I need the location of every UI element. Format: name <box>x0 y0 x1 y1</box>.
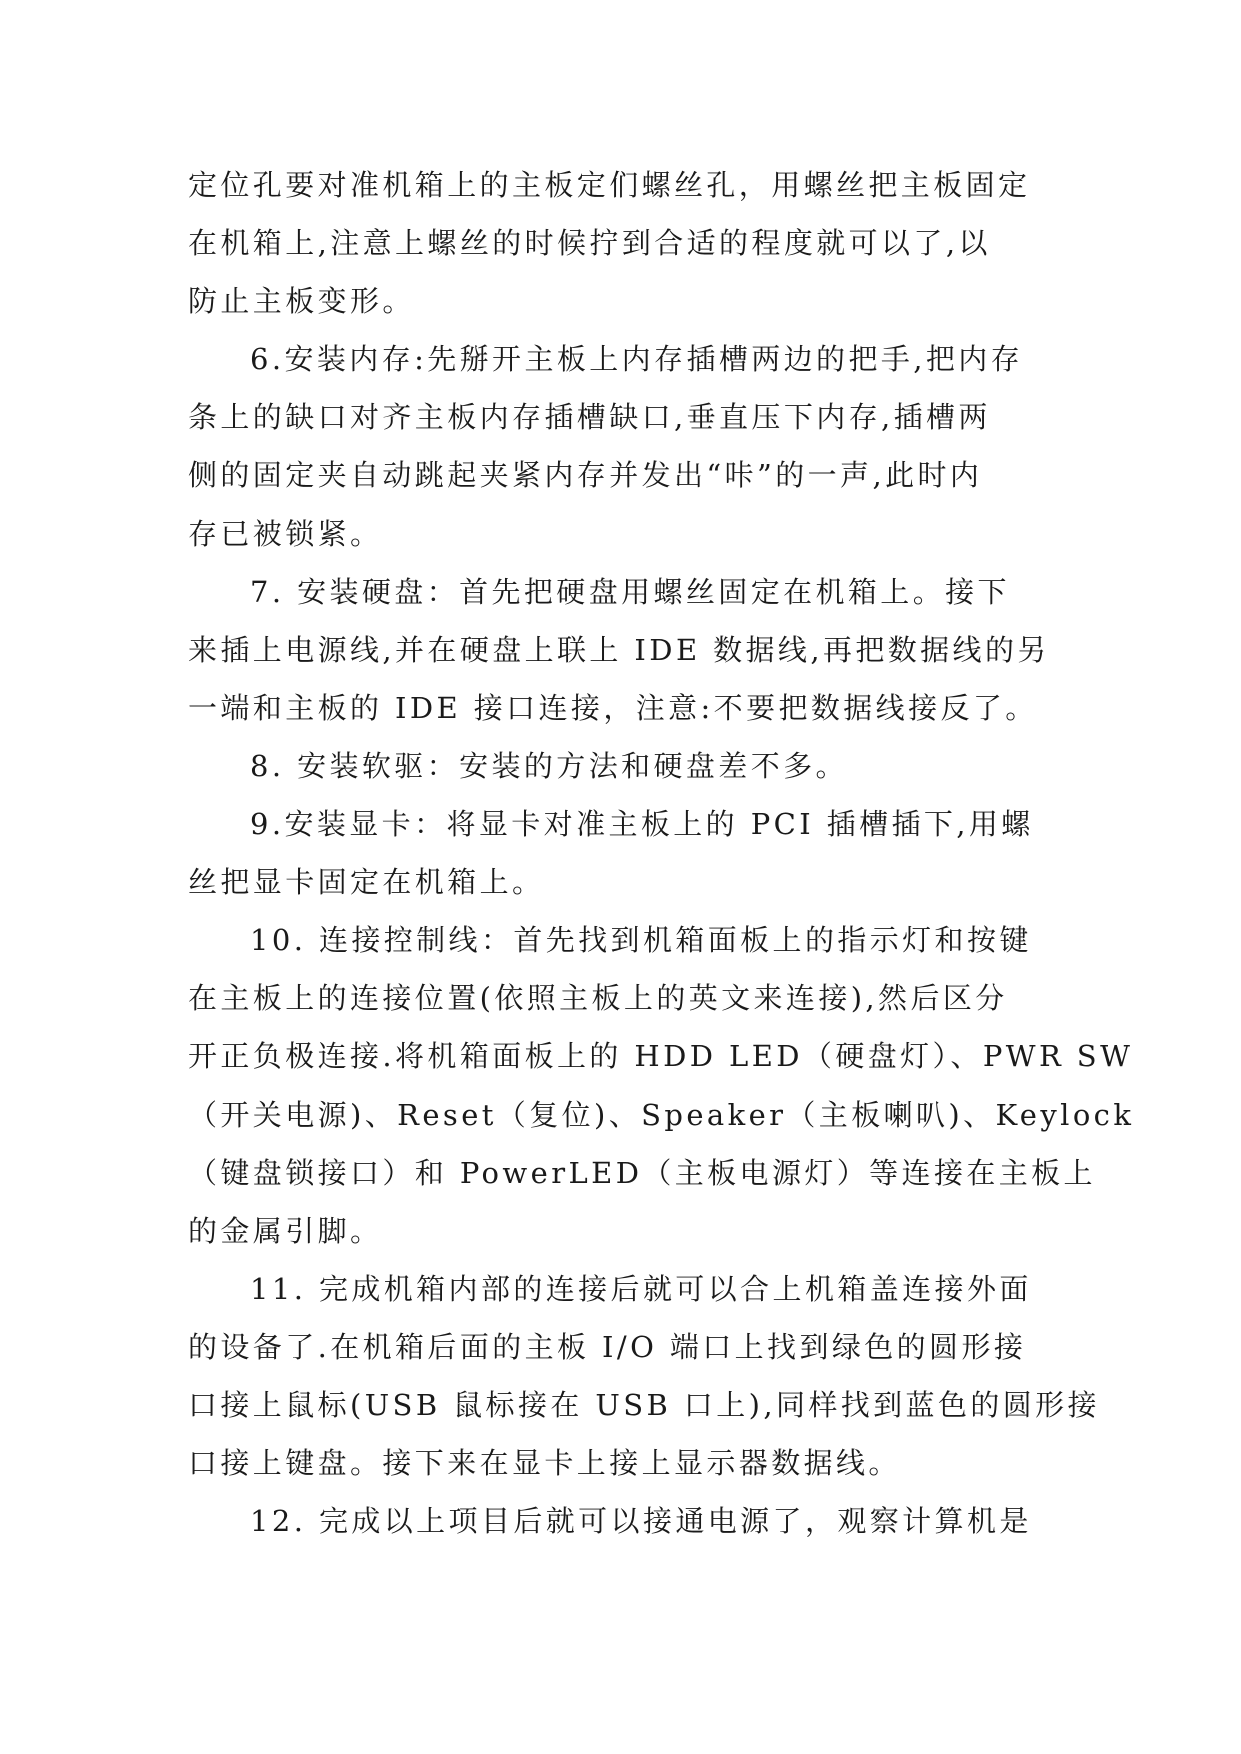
paragraph-step-7: 7. 安装硬盘：首先把硬盘用螺丝固定在机箱上。接下 <box>250 574 1010 609</box>
text-line: 口接上键盘。接下来在显卡上接上显示器数据线。 <box>188 1446 901 1481</box>
text-line: 口接上鼠标(USB 鼠标接在 USB 口上),同样找到蓝色的圆形接 <box>188 1387 1100 1422</box>
paragraph-step-12: 12. 完成以上项目后就可以接通电源了，观察计算机是 <box>250 1504 1032 1539</box>
paragraph-step-8: 8. 安装软驱：安装的方法和硬盘差不多。 <box>250 748 848 783</box>
text-line: 丝把显卡固定在机箱上。 <box>188 865 545 900</box>
text-line: 来插上电源线,并在硬盘上联上 IDE 数据线,再把数据线的另 <box>188 632 1050 667</box>
paragraph-step-10: 10. 连接控制线：首先找到机箱面板上的指示灯和按键 <box>250 923 1032 958</box>
text-line: 条上的缺口对齐主板内存插槽缺口,垂直压下内存,插槽两 <box>188 400 991 435</box>
text-line: 定位孔要对准机箱上的主板定们螺丝孔，用螺丝把主板固定 <box>188 168 1031 202</box>
text-line: 的设备了.在机箱后面的主板 I/O 端口上找到绿色的圆形接 <box>188 1329 1027 1364</box>
text-line: 一端和主板的 IDE 接口连接，注意:不要把数据线接反了。 <box>188 690 1038 725</box>
text-line: 存已被锁紧。 <box>188 516 383 551</box>
text-line: 的金属引脚。 <box>188 1213 383 1248</box>
paragraph-step-9: 9.安装显卡：将显卡对准主板上的 PCI 插槽插下,用螺 <box>250 807 1034 842</box>
text-line: （开关电源)、Reset（复位)、Speaker（主板喇叭)、Keylock <box>188 1097 1135 1132</box>
body-text <box>188 156 1135 1550</box>
text-line: 侧的固定夹自动跳起夹紧内存并发出“咔”的一声,此时内 <box>188 458 983 493</box>
text-line: 在主板上的连接位置(依照主板上的英文来连接),然后区分 <box>188 981 1008 1016</box>
text-line: 在机箱上,注意上螺丝的时候拧到合适的程度就可以了,以 <box>188 226 991 261</box>
text-line: 防止主板变形。 <box>188 284 415 319</box>
text-line: 开正负极连接.将机箱面板上的 HDD LED（硬盘灯）、PWR SW <box>188 1039 1134 1074</box>
text-line: （键盘锁接口）和 PowerLED（主板电源灯）等连接在主板上 <box>188 1155 1096 1190</box>
paragraph-step-11: 11. 完成机箱内部的连接后就可以合上机箱盖连接外面 <box>250 1271 1032 1306</box>
paragraph-step-6: 6.安装内存:先掰开主板上内存插槽两边的把手,把内存 <box>250 342 1024 377</box>
